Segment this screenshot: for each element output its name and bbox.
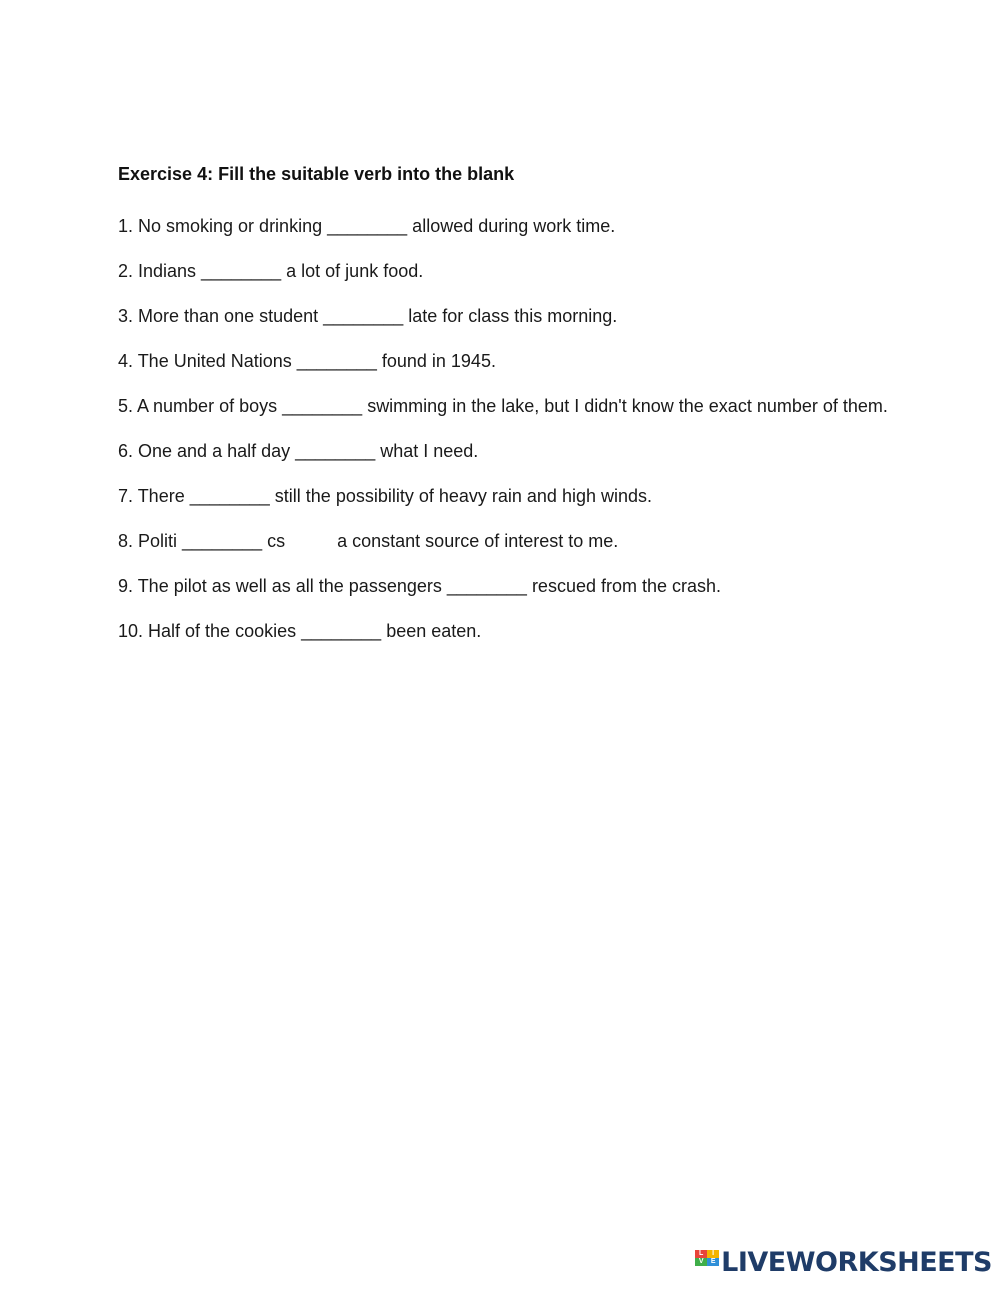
logo-mark-icon: [695, 1250, 719, 1274]
question-8-start: 8. Politi ________ cs: [118, 531, 286, 551]
question-9: 9. The pilot as well as all the passengers ________ rescued from the crash.: [118, 576, 722, 596]
question-3: 3. More than one student ________ late for class this morning.: [118, 306, 618, 326]
worksheet: [118, 160, 898, 654]
logo-mark-l: L: [695, 1250, 707, 1258]
logo-mark-v: V: [695, 1258, 707, 1266]
question-4: 4. The United Nations ________ found in 1945.: [118, 351, 496, 371]
logo-mark-i: I: [707, 1250, 719, 1258]
question-10: 10. Half of the cookies ________ been eaten.: [118, 621, 482, 641]
question-5: 5. A number of boys ________ swimming in the lake, but I didn't know the exact number of them.: [118, 396, 888, 416]
logo-mark-e: E: [707, 1258, 719, 1266]
exercise-title: Exercise 4: Fill the suitable verb into the blank: [118, 164, 515, 184]
question-7: 7. There ________ still the possibility of heavy rain and high winds.: [118, 486, 652, 506]
logo-text: LIVEWORKSHEETS: [721, 1246, 992, 1278]
question-8: [118, 519, 898, 564]
liveworksheets-logo: [695, 1247, 992, 1277]
question-8-end: a constant source of interest to me.: [337, 531, 619, 551]
question-6: 6. One and a half day ________ what I need.: [118, 441, 479, 461]
question-1: 1. No smoking or drinking ________ allowed during work time.: [118, 216, 616, 236]
question-2: 2. Indians ________ a lot of junk food.: [118, 261, 424, 281]
